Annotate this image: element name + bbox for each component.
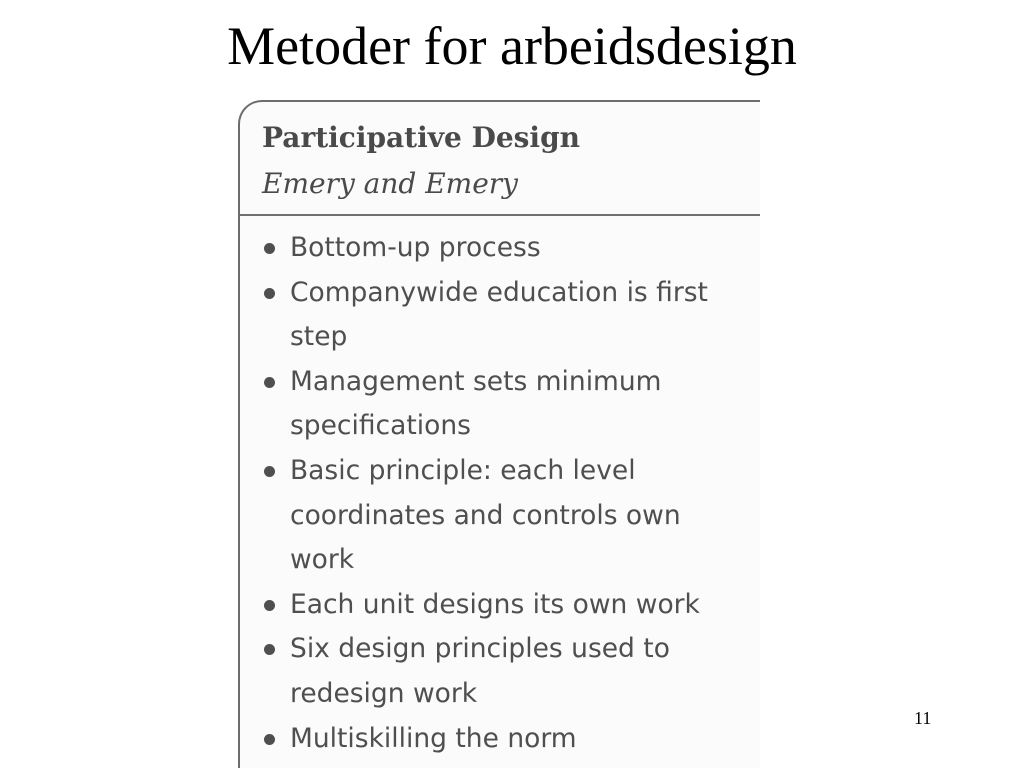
panel-header (240, 102, 760, 216)
bullet-list (260, 226, 750, 761)
bullet-icon (264, 243, 275, 254)
scanned-textbook-panel (238, 100, 760, 768)
bullet-text-line: Each unit designs its own work (290, 588, 700, 620)
page-number: 11 (914, 708, 932, 728)
bullet-item (260, 271, 750, 360)
bullet-text-line: Basic principle: each level (290, 454, 636, 486)
bullet-item (260, 226, 750, 271)
bullet-item (260, 627, 750, 716)
bullet-icon (264, 377, 275, 388)
bullet-text-line: Multiskilling the norm (290, 722, 577, 754)
bullet-text-line: Six design principles used to (290, 633, 670, 665)
bullet-text-line: Bottom-up process (290, 232, 541, 263)
bullet-icon (264, 644, 275, 655)
bullet-text-line: Companywide education is first (290, 276, 708, 308)
bullet-icon (264, 600, 275, 611)
bullet-icon (264, 734, 275, 745)
bullet-text-line: coordinates and controls own (290, 499, 681, 531)
bullet-item (260, 717, 750, 762)
bullet-text-line: redesign work (290, 677, 478, 709)
bullet-text-line: specifications (290, 410, 471, 442)
bullet-item (260, 360, 750, 449)
panel-heading: Participative Design (262, 121, 581, 154)
bullet-item (260, 449, 750, 583)
bullet-text-line: Management sets minimum (290, 365, 662, 397)
bullet-icon (264, 288, 275, 299)
slide-title: Metoder for arbeidsdesign (227, 16, 797, 76)
panel-subheading: Emery and Emery (262, 167, 518, 200)
bullet-item (260, 583, 750, 628)
bullet-icon (264, 466, 275, 477)
bullet-text-line: work (290, 544, 355, 576)
bullet-text-line: step (290, 321, 348, 353)
